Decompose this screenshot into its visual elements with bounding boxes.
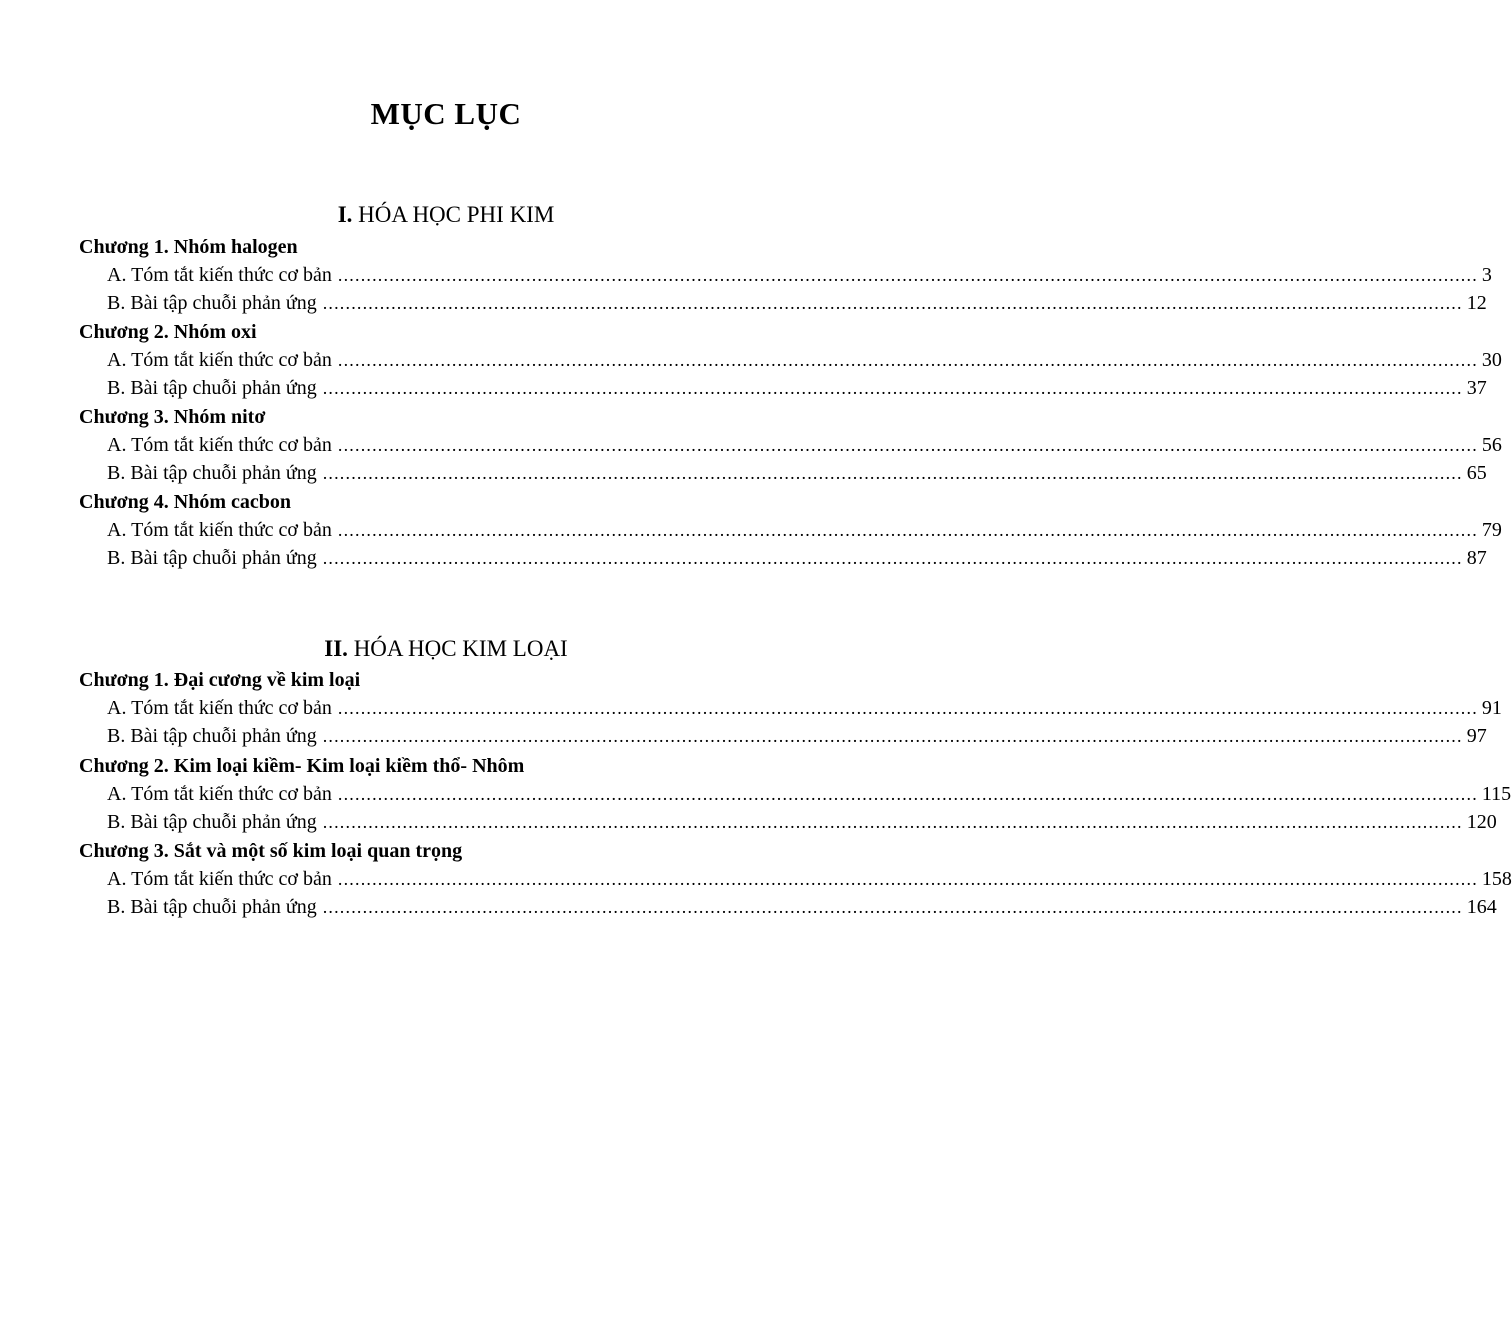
part-heading-2 [0, 636, 892, 662]
page-number: 115 [1481, 783, 1512, 805]
entry-label: A. Tóm tắt kiến thức cơ bản [107, 783, 332, 805]
entry-label: B. Bài tập chuỗi phản ứng [107, 811, 317, 833]
dot-leader: ........................................................................................................................................................................................................ [337, 265, 1478, 285]
dot-leader: ........................................................................................................................................................................................................ [322, 726, 1463, 746]
page-number: 120 [1466, 811, 1497, 833]
dot-leader: ........................................................................................................................................................................................................ [322, 463, 1463, 483]
dot-leader: ........................................................................................................................................................................................................ [337, 698, 1478, 718]
chapter-title: Chương 1. Nhóm halogen [79, 236, 298, 258]
entry-label: A. Tóm tắt kiến thức cơ bản [107, 868, 332, 890]
toc-entry[interactable] [107, 377, 1487, 403]
entry-label: B. Bài tập chuỗi phản ứng [107, 377, 317, 399]
page-number: 97 [1466, 725, 1487, 747]
toc-entry[interactable] [107, 434, 1502, 460]
part-heading-1 [0, 202, 892, 228]
dot-leader: ........................................................................................................................................................................................................ [337, 435, 1478, 455]
entry-label: B. Bài tập chuỗi phản ứng [107, 896, 317, 918]
toc-entry[interactable] [107, 868, 1512, 894]
page-number: 56 [1481, 434, 1502, 456]
chapter-title: Chương 3. Sắt và một số kim loại quan trọng [79, 840, 463, 862]
chapter-title: Chương 2. Kim loại kiềm- Kim loại kiềm thổ- Nhôm [79, 755, 525, 777]
part-name: HÓA HỌC KIM LOẠI [353, 636, 568, 661]
dot-leader: ........................................................................................................................................................................................................ [322, 378, 1463, 398]
page-number: 158 [1481, 868, 1512, 890]
toc-entry[interactable] [107, 811, 1497, 837]
page-number: 30 [1481, 349, 1502, 371]
entry-label: A. Tóm tắt kiến thức cơ bản [107, 349, 332, 371]
toc-entry[interactable] [107, 725, 1487, 751]
chapter-title: Chương 3. Nhóm nitơ [79, 406, 266, 428]
part-number: II. [324, 636, 348, 661]
dot-leader: ........................................................................................................................................................................................................ [322, 293, 1463, 313]
page-number: 3 [1481, 264, 1492, 286]
entry-label: B. Bài tập chuỗi phản ứng [107, 292, 317, 314]
dot-leader: ........................................................................................................................................................................................................ [337, 520, 1478, 540]
toc-entry[interactable] [107, 783, 1512, 809]
dot-leader: ........................................................................................................................................................................................................ [322, 897, 1463, 917]
entry-label: A. Tóm tắt kiến thức cơ bản [107, 434, 332, 456]
toc-entry[interactable] [107, 547, 1487, 573]
part-name: HÓA HỌC PHI KIM [358, 202, 555, 227]
entry-label: B. Bài tập chuỗi phản ứng [107, 725, 317, 747]
page-number: 91 [1481, 697, 1502, 719]
entry-label: A. Tóm tắt kiến thức cơ bản [107, 519, 332, 541]
dot-leader: ........................................................................................................................................................................................................ [322, 812, 1463, 832]
toc-entry[interactable] [107, 519, 1502, 545]
dot-leader: ........................................................................................................................................................................................................ [322, 548, 1463, 568]
dot-leader: ........................................................................................................................................................................................................ [337, 350, 1478, 370]
toc-entry[interactable] [107, 697, 1502, 723]
toc-entry[interactable] [107, 292, 1487, 318]
page-number: 37 [1466, 377, 1487, 399]
toc-entry[interactable] [107, 264, 1492, 290]
toc-entry[interactable] [107, 896, 1497, 922]
dot-leader: ........................................................................................................................................................................................................ [337, 784, 1478, 804]
entry-label: A. Tóm tắt kiến thức cơ bản [107, 697, 332, 719]
dot-leader: ........................................................................................................................................................................................................ [337, 869, 1478, 889]
page-number: 12 [1466, 292, 1487, 314]
entry-label: A. Tóm tắt kiến thức cơ bản [107, 264, 332, 286]
chapter-title: Chương 2. Nhóm oxi [79, 321, 257, 343]
page-number: 87 [1466, 547, 1487, 569]
entry-label: B. Bài tập chuỗi phản ứng [107, 462, 317, 484]
toc-entry[interactable] [107, 462, 1487, 488]
page-number: 164 [1466, 896, 1497, 918]
part-number: I. [337, 202, 353, 227]
entry-label: B. Bài tập chuỗi phản ứng [107, 547, 317, 569]
toc-entry[interactable] [107, 349, 1502, 375]
page-title: MỤC LỤC [370, 96, 522, 131]
chapter-title: Chương 1. Đại cương về kim loại [79, 669, 361, 691]
chapter-title: Chương 4. Nhóm cacbon [79, 491, 291, 513]
page-number: 79 [1481, 519, 1502, 541]
page-number: 65 [1466, 462, 1487, 484]
